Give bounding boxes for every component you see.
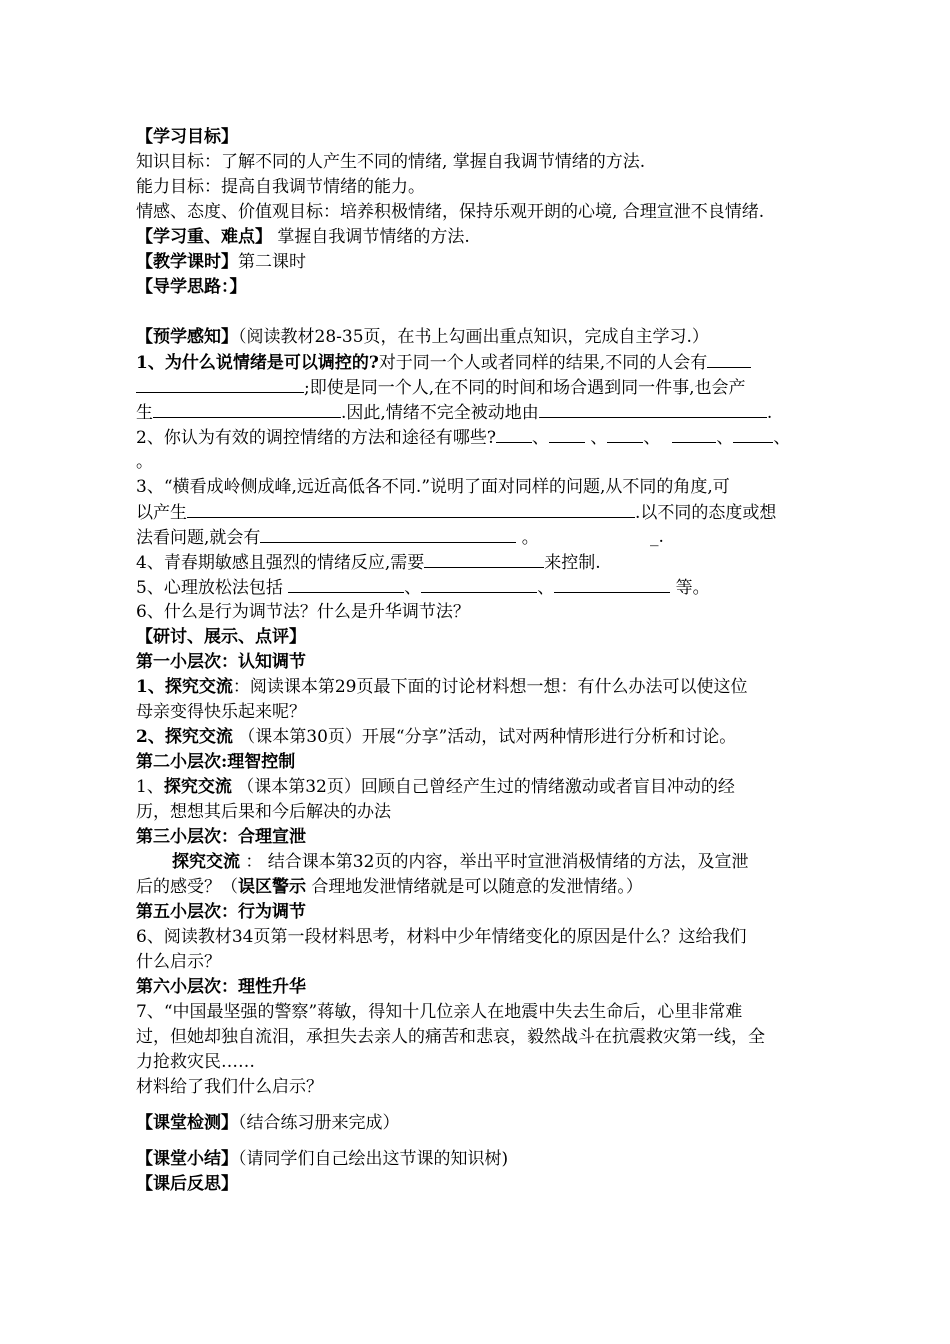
q3-text-f: _. (650, 527, 664, 547)
level1-q1-label: 探究交流 (164, 677, 233, 697)
level3-text-b1: 后的感受？（ (136, 877, 238, 897)
level1-q1-line-1 (136, 675, 747, 699)
answer-blank[interactable] (288, 575, 404, 593)
q5-separator: 、 (404, 578, 422, 598)
level1-title: 第一小层次：认知调节 (136, 652, 306, 672)
level6-line-4: 材料给了我们什么启示？ (136, 1077, 323, 1097)
q3-text-c: .以不同的态度或想 (635, 503, 777, 523)
level1-q2-label: 探究交流 (164, 727, 233, 747)
q1-line-3 (136, 400, 772, 425)
q5-separator: 、 (537, 578, 555, 598)
q6-line: 6、什么是行为调节法？什么是升华调节法？ (136, 602, 470, 622)
q2-line-2 (136, 450, 153, 474)
answer-blank[interactable] (733, 425, 773, 443)
research-heading: 【研讨、展示、点评】 (136, 627, 306, 647)
level6-line-1: 7、“中国最坚强的警察”蒋敏，得知十几位亲人在地震中失去生命后，心里非常难 (136, 1002, 743, 1022)
q1-text-b: ;即使是同一个人,在不同的时间和场合遇到同一件事,也会产 (304, 378, 746, 398)
q2-separator: 、 (643, 428, 661, 448)
q3-text-b: 以产生 (136, 503, 187, 523)
key-points-text: 掌握自我调节情绪的方法. (272, 227, 470, 247)
level1-q2-number: 2、 (136, 727, 165, 747)
level1-q1-text: ：阅读课本第29页最下面的讨论材料想一想：有什么办法可以使这位 (232, 677, 748, 697)
answer-blank[interactable] (421, 575, 537, 593)
answer-blank[interactable] (672, 425, 716, 443)
summary-label: 【课堂小结】 (136, 1149, 238, 1169)
key-points-line (136, 225, 470, 249)
q3-text-e: 。 (516, 528, 539, 548)
ability-objective: 能力目标：提高自我调节情绪的能力。 (136, 177, 425, 197)
objectives-heading: 【学习目标】 (136, 127, 238, 147)
q4-text-a: 4、青春期敏感且强烈的情绪反应,需要 (136, 553, 425, 573)
level5-line-2: 什么启示？ (136, 952, 221, 972)
q3-line-3 (136, 525, 539, 550)
q4-line (136, 550, 601, 575)
class-hours-label: 【教学课时】 (136, 252, 238, 272)
q2-line-1 (136, 425, 790, 450)
level6-title: 第六小层次：理性升华 (136, 977, 306, 997)
q3-line-1: 3、“横看成岭侧成峰,远近高低各不同.”说明了面对同样的问题,从不同的角度,可 (136, 477, 730, 497)
level1-q1-line-2: 母亲变得快乐起来呢？ (136, 702, 306, 722)
level2-q1-text: （课本第32页）回顾自己曾经产生过的情绪激动或者盲目冲动的经 (231, 777, 735, 797)
q5-text: 5、心理放松法包括 (136, 578, 289, 598)
answer-blank[interactable] (496, 425, 532, 443)
knowledge-objective: 知识目标：了解不同的人产生不同的情绪, 掌握自我调节情绪的方法. (136, 152, 646, 172)
answer-blank[interactable] (607, 425, 643, 443)
level1-q2-text: （课本第30页）开展“分享”活动，试对两种情形进行分析和讨论。 (232, 727, 737, 747)
classroom-test-text: （结合练习册来完成） (238, 1113, 400, 1133)
level3-text: ： 结合课本第32页的内容，举出平时宣泄消极情绪的方法，及宣泄 (240, 852, 749, 872)
answer-blank[interactable] (260, 525, 516, 543)
q3-line-2 (136, 500, 776, 525)
reflection-heading: 【课后反思】 (136, 1174, 238, 1194)
q5-line (136, 575, 710, 600)
q1-text-c: 生 (136, 403, 153, 423)
misconception-label: 误区警示 (238, 877, 306, 897)
summary-text: （请同学们自己绘出这节课的知识树) (238, 1149, 509, 1169)
level2-q1-number: 1、 (136, 777, 164, 797)
answer-blank[interactable] (549, 425, 585, 443)
classroom-test-label: 【课堂检测】 (136, 1113, 238, 1133)
guide-heading: 【导学思路：】 (136, 277, 247, 297)
level3-label: 探究交流 (172, 852, 240, 872)
q2-separator: 、 (716, 428, 734, 448)
level1-q1-number: 1、 (136, 677, 165, 697)
answer-blank[interactable] (554, 575, 670, 593)
q1-number: 1、 (136, 353, 165, 373)
q2-separator: 、 (773, 428, 791, 448)
classroom-test-line (136, 1111, 400, 1135)
preview-text: （阅读教材28-35页，在书上勾画出重点知识，完成自主学习.） (238, 327, 709, 347)
q1-line-1 (136, 350, 751, 375)
q1-line-2 (136, 375, 746, 400)
key-points-label: 【学习重、难点】 (136, 227, 272, 247)
level3-line-1 (172, 850, 748, 874)
answer-blank[interactable] (187, 500, 635, 518)
q4-text-b: 来控制. (544, 553, 601, 573)
q1-text-e: . (766, 403, 773, 423)
class-hours-line (136, 250, 306, 274)
preview-label: 【预学感知】 (136, 327, 238, 347)
level3-title: 第三小层次：合理宣泄 (136, 827, 306, 847)
q2-text: 2、你认为有效的调控情绪的方法和途径有哪些? (136, 428, 496, 448)
q5-end: 等。 (670, 578, 710, 598)
level3-text-b2: 合理地发泄情绪就是可以随意的发泄情绪。） (306, 877, 643, 897)
q3-text-d: 法看问题,就会有 (136, 528, 261, 548)
preview-line (136, 325, 709, 349)
q2-end: 。 (136, 452, 153, 472)
level2-q1-line-1 (136, 775, 735, 799)
level1-q2-line (136, 725, 736, 749)
answer-blank[interactable] (424, 550, 544, 568)
emotion-objective: 情感、态度、价值观目标：培养积极情绪，保持乐观开朗的心境, 合理宣泄不良情绪. (136, 202, 765, 222)
level6-line-3: 力抢救灾民…… (136, 1052, 255, 1072)
q2-separator: 、 (531, 428, 549, 448)
q2-separator: 、 (584, 428, 608, 448)
level5-title: 第五小层次：行为调节 (136, 902, 306, 922)
level6-line-2: 过，但她却独自流泪，承担失去亲人的痛苦和悲哀，毅然战斗在抗震救灾第一线，全 (136, 1027, 765, 1047)
q1-text-d: .因此,情绪不完全被动地由 (341, 403, 539, 423)
level2-title: 第二小层次:理智控制 (136, 752, 296, 772)
level5-line-1: 6、阅读教材34页第一段材料思考，材料中少年情绪变化的原因是什么？这给我们 (136, 927, 747, 947)
answer-blank[interactable] (707, 350, 751, 368)
answer-blank[interactable] (153, 400, 341, 418)
q1-question: 为什么说情绪是可以调控的? (164, 353, 379, 373)
level2-q1-label: 探究交流 (163, 777, 232, 797)
q1-text-a: 对于同一个人或者同样的结果,不同的人会有 (378, 353, 708, 373)
level2-q1-line-2: 历，想想其后果和今后解决的办法 (136, 802, 391, 822)
answer-blank[interactable] (539, 400, 767, 418)
class-hours-text: 第二课时 (238, 252, 306, 272)
level3-line-2 (136, 875, 643, 899)
summary-line (136, 1147, 508, 1171)
answer-blank[interactable] (136, 375, 304, 393)
